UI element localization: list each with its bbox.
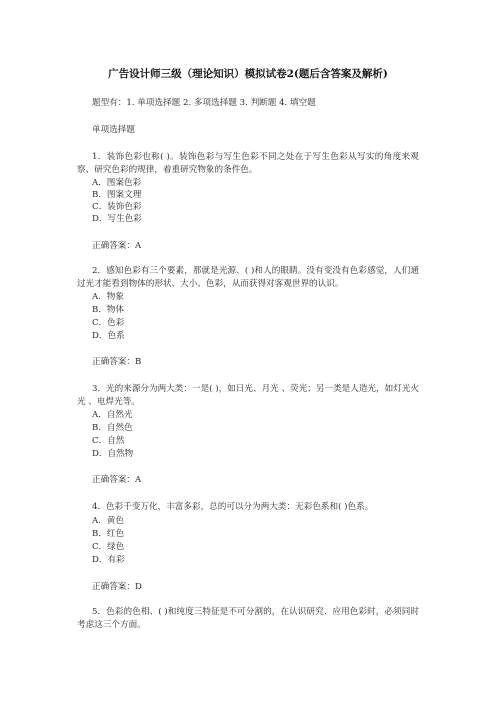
question-2-stem: 2．感知色彩有三个要素，那就是光源、( )和人的眼睛。没有变没有色彩感觉，人们通过光才能看到物体的形状、大小、色彩，从而获得对客观世界的认识。 xyxy=(77,266,419,289)
question-1-option-c: C．装饰色彩 xyxy=(92,202,142,212)
question-4-option-d: D．有彩 xyxy=(92,555,125,565)
question-1-answer: 正确答案：A xyxy=(92,241,142,251)
document-title: 广告设计师三级（理论知识）模拟试卷2(题后含答案及解析) xyxy=(108,68,388,80)
question-1-option-d: D．写生色彩 xyxy=(92,214,142,224)
question-2-option-d: D．色系 xyxy=(92,331,125,341)
question-4-stem: 4．色彩千变万化，丰富多彩，总的可以分为两大类：无彩色系和( )色系。 xyxy=(92,502,374,512)
question-3-answer: 正确答案：A xyxy=(92,475,142,485)
question-3-option-d: D．自然物 xyxy=(92,449,134,459)
question-4-option-a: A．黄色 xyxy=(92,516,124,526)
question-2-option-b: B．物体 xyxy=(92,305,125,315)
question-1-stem: 1．装饰色彩也称( )。装饰色彩与写生色彩不同之处在于写生色彩从写实的角度来观察、研究色彩的规律，着重研究物象的条件色。 xyxy=(77,152,419,175)
question-3-option-b: B．自然色 xyxy=(92,423,133,433)
question-1-option-a: A．图案色彩 xyxy=(92,178,142,188)
question-4-answer: 正确答案：D xyxy=(92,582,142,592)
question-4-option-b: B．红色 xyxy=(92,529,125,539)
question-3-stem: 3．光的来源分为两大类：一是( )，如日光、月光 、荧光；另一类是人造光，如灯光火光 、电焊光等。 xyxy=(77,384,420,407)
question-3-option-c: C．自然 xyxy=(92,436,125,446)
question-2-option-a: A．物象 xyxy=(92,292,124,302)
question-2-option-c: C．色彩 xyxy=(92,318,125,328)
section-heading: 单项选择题 xyxy=(92,125,135,135)
question-4-option-c: C．绿色 xyxy=(92,542,125,552)
question-types-line: 题型有：1. 单项选择题 2. 多项选择题 3. 判断题 4. 填空题 xyxy=(92,98,316,108)
question-2-answer: 正确答案：B xyxy=(92,357,142,367)
question-1-option-b: B．图案文理 xyxy=(92,190,142,200)
question-3-option-a: A．自然光 xyxy=(92,410,133,420)
question-5-stem: 5．色彩的色相、( )和纯度三特征是不可分割的，在认识研究、应用色彩时，必须同时考虑这三个方面。 xyxy=(77,607,419,630)
